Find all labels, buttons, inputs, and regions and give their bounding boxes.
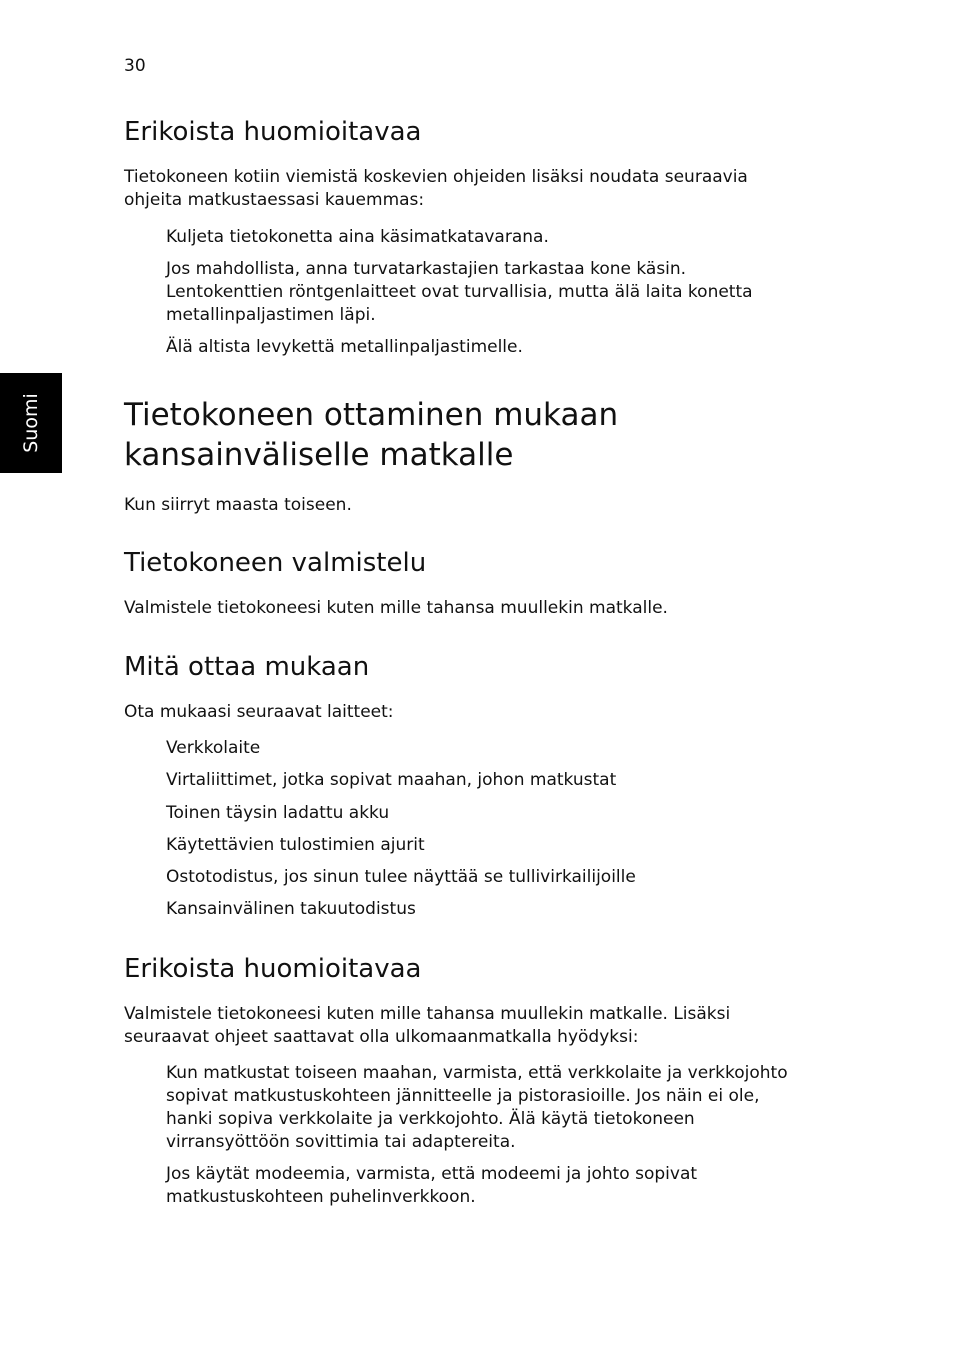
section-heading-what-to-take: Mitä ottaa mukaan	[124, 652, 370, 682]
list-item: Käytettävien tulostimien ajurit	[166, 835, 425, 855]
section-heading-special-notes-2: Erikoista huomioitavaa	[124, 954, 422, 984]
page-title: Tietokoneen ottaminen mukaan kansainväliselle matkalle	[124, 397, 619, 473]
list-item: Kansainvälinen takuutodistus	[166, 899, 416, 919]
list-item: Jos mahdollista, anna turvatarkastajien tarkastaa kone käsin. Lentokenttien röntgenlaitteet ovat turvallisia, mutta älä laita konetta metallinpaljastimen läpi.	[166, 259, 753, 325]
list-item: Jos käytät modeemia, varmista, että modeemi ja johto sopivat matkustuskohteen puhelinverkkoon.	[166, 1164, 698, 1207]
page-number: 30	[124, 56, 146, 76]
list-item: Virtaliittimet, jotka sopivat maahan, johon matkustat	[166, 770, 617, 790]
language-side-tab	[0, 373, 62, 473]
list-item: Verkkolaite	[166, 738, 261, 758]
list-item: Kuljeta tietokonetta aina käsimatkatavarana.	[166, 227, 549, 247]
language-tab-label: Suomi	[20, 393, 42, 453]
section-intro-special-notes-1: Tietokoneen kotiin viemistä koskevien ohjeiden lisäksi noudata seuraavia ohjeita matkustaessasi kauemmas:	[124, 167, 748, 210]
section-intro-what-to-take: Ota mukaasi seuraavat laitteet:	[124, 702, 394, 722]
list-item: Toinen täysin ladattu akku	[166, 803, 390, 823]
title-intro: Kun siirryt maasta toiseen.	[124, 495, 352, 515]
list-item: Kun matkustat toiseen maahan, varmista, että verkkolaite ja verkkojohto sopivat matkustuskohteen jännitteelle ja pistorasioille. Jos näin ei ole, hanki sopiva verkkolaite ja verkkojohto. Älä käytä tietokoneen virransyöttöön sovittimia tai adaptereita.	[166, 1063, 788, 1152]
section-heading-preparation: Tietokoneen valmistelu	[124, 548, 427, 578]
section-intro-special-notes-2: Valmistele tietokoneesi kuten mille tahansa muullekin matkalle. Lisäksi seuraavat ohjeet saattavat olla ulkomaanmatkalla hyödyksi:	[124, 1004, 731, 1047]
list-item: Älä altista levykettä metallinpaljastimelle.	[166, 337, 523, 357]
section-heading-special-notes-1: Erikoista huomioitavaa	[124, 117, 422, 147]
list-item: Ostotodistus, jos sinun tulee näyttää se tullivirkailijoille	[166, 867, 636, 887]
section-text-preparation: Valmistele tietokoneesi kuten mille tahansa muullekin matkalle.	[124, 598, 668, 618]
